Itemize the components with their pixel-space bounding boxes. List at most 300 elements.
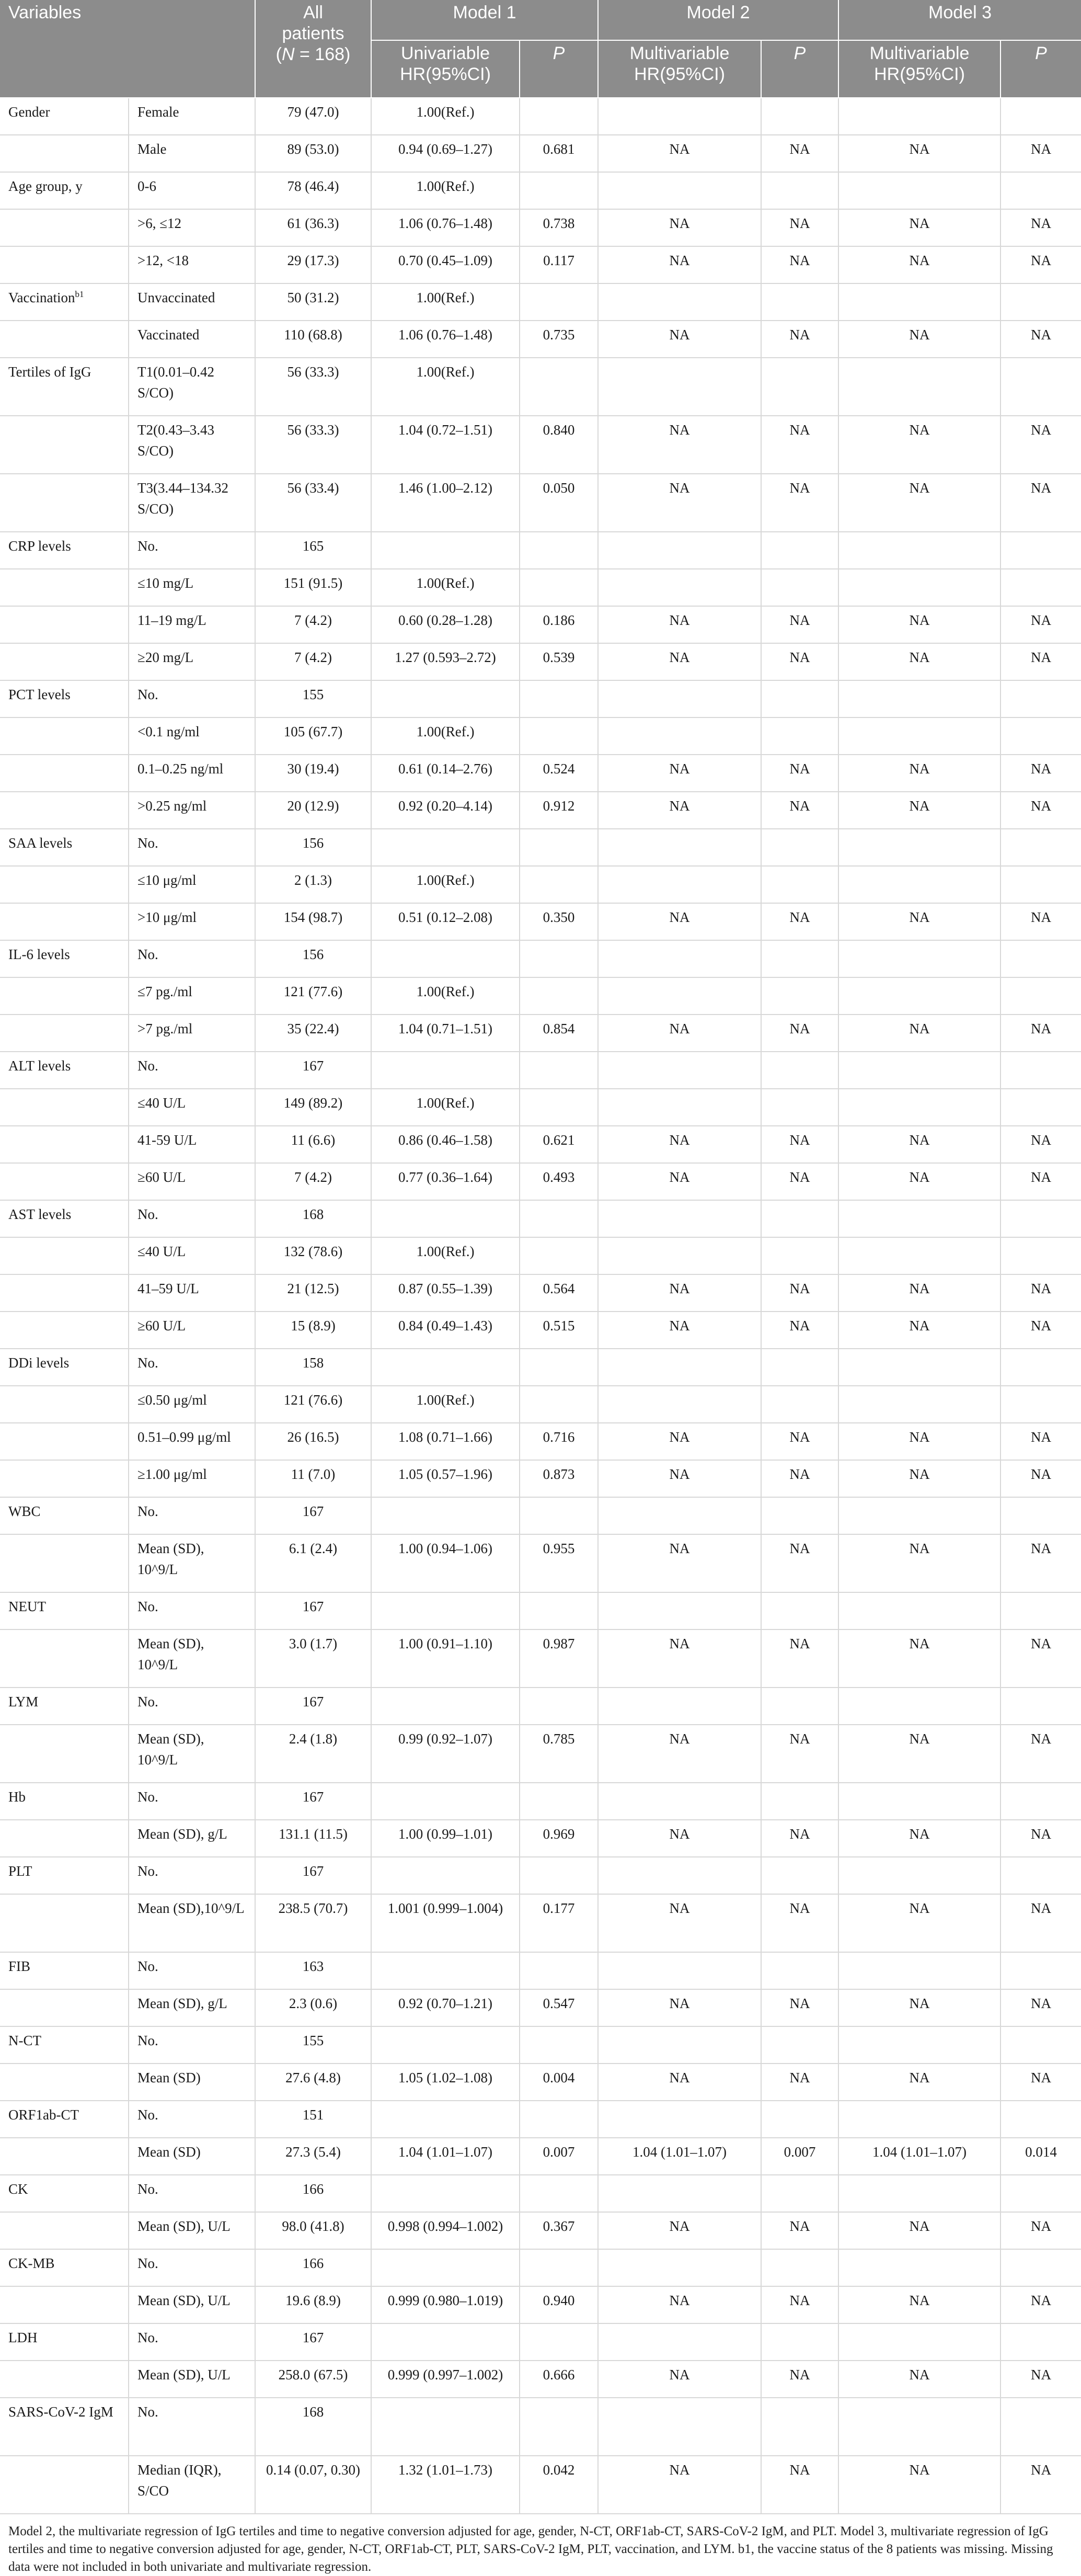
cell-category [129,321,255,358]
cell-model1-hr-text: 0.61 (0.14–2.76) [398,761,492,777]
cell-model2-hr [598,1820,761,1857]
cell-model1-hr [371,1349,520,1386]
cell-all-patients [255,2064,371,2101]
cell-model2-hr-text: NA [669,422,690,438]
header-m3-p [1000,40,1081,98]
cell-all-patients-text: 27.6 (4.8) [285,2070,341,2085]
table-row [0,2064,1081,2101]
table-footnote: Model 2, the multivariate regression of IgG tertiles and time to negative conversion adjusted for age, gender, N-CT, ORF1ab-CT, SARS-CoV-2 IgM, and PLT. Model 3, multivariate regression of IgG tertiles and time to negative conversion adjusted for age, gender, N-CT, ORF1ab-CT, PLT, SARS-CoV-2 IgM, PLT, vaccination, and LYM. b1, the vaccine status of the 8 patients was missing. Missing data were not included in both univariate and multivariate regression. [8,2524,1053,2574]
cell-model3-hr [838,1200,1000,1237]
cell-model3-hr [838,1952,1000,1989]
cell-model1-p-text: 0.955 [543,1541,575,1556]
cell-model2-p [761,1349,838,1386]
cell-model2-hr [598,903,761,940]
header-m2-p-text: P [794,43,806,63]
cell-variable [0,1688,129,1725]
cell-model3-p-text: NA [1031,1132,1052,1148]
cell-model3-hr [838,1989,1000,2026]
cell-model3-hr-text: NA [909,141,930,157]
cell-category [129,829,255,866]
cell-model1-p [520,1592,598,1629]
table-row [0,172,1081,209]
table-row [0,209,1081,246]
cell-model2-hr [598,2026,761,2064]
cell-model1-p [520,2138,598,2175]
cell-model1-p [520,1952,598,1989]
cell-model2-hr [598,1894,761,1952]
cell-variable [0,2138,129,2175]
cell-model3-p-text: 0.014 [1025,2144,1057,2160]
table-row [0,1089,1081,1126]
cell-all-patients [255,246,371,283]
cell-model2-p-text: NA [789,761,810,777]
cell-variable [0,1312,129,1349]
cell-all-patients-text: 131.1 (11.5) [279,1826,348,1842]
cell-model1-p-text: 0.912 [543,798,575,814]
cell-model1-hr [371,2026,520,2064]
cell-variable-text: SAA levels [8,835,73,851]
cell-all-patients [255,643,371,680]
cell-model1-p [520,1163,598,1200]
cell-model1-hr-text: 1.04 (0.72–1.51) [398,422,492,438]
cell-all-patients-text: 3.0 (1.7) [289,1636,338,1651]
cell-category [129,643,255,680]
cell-model2-p [761,1952,838,1989]
cell-model3-p [1000,1015,1081,1052]
cell-model1-hr-text: 1.06 (0.76–1.48) [398,215,492,231]
cell-model3-hr-text: NA [909,422,930,438]
header-m1-hr: Univariable HR(95%CI) [371,40,520,98]
cell-model3-p-text: NA [1031,1169,1052,1185]
cell-model1-p-text: 0.042 [543,2462,575,2478]
cell-all-patients [255,1688,371,1725]
header-all-n-close: = 168) [294,44,351,64]
cell-category-text: No. [137,1694,158,1709]
cell-model3-p-text: NA [1031,480,1052,496]
cell-model3-p-text: NA [1031,1281,1052,1296]
header-all-line2: patients [282,24,344,43]
cell-variable [0,321,129,358]
table-row [0,1312,1081,1349]
cell-model2-p [761,792,838,829]
cell-model2-p [761,1989,838,2026]
cell-category-text: No. [137,1863,158,1879]
header-all-line1: All [303,3,323,22]
cell-category [129,2323,255,2361]
cell-all-patients [255,2175,371,2212]
cell-variable [0,2212,129,2249]
cell-all-patients-text: 168 [302,2404,324,2420]
cell-model3-hr [838,2212,1000,2249]
cell-all-patients-text: 121 (77.6) [283,984,343,999]
cell-model1-hr-text: 0.84 (0.49–1.43) [398,1318,492,1333]
table-row [0,1052,1081,1089]
cell-model1-hr [371,1725,520,1783]
cell-model2-p-text: NA [789,1281,810,1296]
cell-variable [0,2249,129,2286]
cell-model1-hr-text: 1.00 (0.99–1.01) [398,1826,492,1842]
cell-variable [0,1349,129,1386]
cell-model3-p [1000,1952,1081,1989]
header-all-patients [255,0,371,98]
cell-model2-hr [598,135,761,172]
cell-model2-p [761,358,838,416]
cell-category [129,569,255,606]
cell-model3-hr [838,940,1000,977]
cell-model1-p-text: 0.940 [543,2293,575,2308]
table-row [0,1015,1081,1052]
cell-model1-hr [371,2175,520,2212]
table-row [0,135,1081,172]
cell-category [129,1423,255,1460]
cell-all-patients-text: 56 (33.3) [287,364,339,380]
cell-model2-hr-text: NA [669,1900,690,1916]
cell-model2-p [761,1312,838,1349]
cell-model2-hr-text: NA [669,1169,690,1185]
cell-model3-hr [838,680,1000,717]
cell-model1-hr [371,1460,520,1497]
cell-model1-p [520,643,598,680]
cell-model1-hr [371,283,520,321]
cell-model1-hr [371,866,520,903]
cell-variable [0,1423,129,1460]
cell-model2-p-text: NA [789,1826,810,1842]
cell-model3-hr [838,1015,1000,1052]
cell-all-patients [255,977,371,1015]
cell-category [129,866,255,903]
cell-model1-p [520,1126,598,1163]
cell-model2-hr [598,680,761,717]
cell-model3-hr [838,358,1000,416]
cell-model3-p [1000,1629,1081,1688]
cell-model2-hr-text: NA [669,2218,690,2234]
cell-category [129,416,255,474]
cell-category-text: ≥20 mg/L [137,649,194,665]
cell-category-text: ≤0.50 μg/ml [137,1392,207,1408]
cell-category-text: ≤40 U/L [137,1244,186,1259]
cell-model1-hr [371,643,520,680]
cell-model3-p [1000,2249,1081,2286]
cell-model1-p [520,1015,598,1052]
cell-model1-p [520,569,598,606]
cell-all-patients-text: 15 (8.9) [291,1318,336,1333]
table-row [0,358,1081,416]
cell-model1-p-text: 0.007 [543,2144,575,2160]
cell-variable [0,532,129,569]
cell-variable [0,1497,129,1534]
cell-model3-p [1000,643,1081,680]
cell-model1-p [520,1629,598,1688]
cell-model3-hr [838,1423,1000,1460]
cell-category-text: Mean (SD) [137,2070,201,2085]
cell-all-patients [255,2249,371,2286]
cell-model2-hr [598,940,761,977]
cell-model2-hr [598,1688,761,1725]
cell-all-patients [255,358,371,416]
cell-all-patients-text: 168 [302,1206,324,1222]
table-row [0,977,1081,1015]
cell-model2-p [761,717,838,755]
cell-model1-p [520,792,598,829]
table-row [0,1163,1081,1200]
cell-category-text: Female [137,104,179,120]
cell-model2-hr [598,717,761,755]
table-header [0,0,1081,98]
cell-model3-p [1000,1274,1081,1312]
cell-model3-p-text: NA [1031,2367,1052,2383]
cell-model1-hr-text: 0.70 (0.45–1.09) [398,253,492,268]
cell-model2-p-text: NA [789,327,810,343]
cell-all-patients [255,2101,371,2138]
cell-model3-p [1000,1089,1081,1126]
cell-model1-hr-text: 1.05 (1.02–1.08) [398,2070,492,2085]
cell-category [129,903,255,940]
cell-model3-hr [838,606,1000,643]
cell-model1-p-text: 0.681 [543,141,575,157]
cell-model3-hr [838,717,1000,755]
cell-model3-p [1000,1857,1081,1894]
cell-all-patients-text: 56 (33.3) [287,422,339,438]
cell-model3-p [1000,977,1081,1015]
cell-model1-hr [371,321,520,358]
cell-model2-hr [598,1163,761,1200]
cell-model1-p [520,1820,598,1857]
cell-category [129,717,255,755]
cell-category-text: T3(3.44–134.32 S/CO) [137,480,228,517]
cell-model2-p [761,2064,838,2101]
cell-model1-p [520,1725,598,1783]
cell-all-patients-text: 167 [302,2330,324,2345]
cell-model2-p [761,1163,838,1200]
cell-model1-hr-text: 0.999 (0.980–1.019) [387,2293,503,2308]
cell-variable-text: CRP levels [8,538,71,554]
cell-category [129,135,255,172]
cell-category [129,1688,255,1725]
cell-model2-p [761,1237,838,1274]
cell-all-patients-text: 7 (4.2) [294,612,332,628]
cell-model1-p [520,2212,598,2249]
cell-model2-hr [598,2361,761,2398]
cell-model3-p [1000,2138,1081,2175]
cell-variable [0,2323,129,2361]
cell-model3-p [1000,1237,1081,1274]
cell-model3-hr [838,2361,1000,2398]
cell-model2-hr [598,1349,761,1386]
cell-model1-p [520,358,598,416]
cell-model2-p-text: NA [789,1731,810,1747]
cell-model3-hr [838,1688,1000,1725]
cell-category-text: Unvaccinated [137,290,215,305]
cell-model2-p [761,1274,838,1312]
table-row [0,2212,1081,2249]
cell-model1-hr [371,1857,520,1894]
cell-all-patients [255,1460,371,1497]
cell-model2-hr [598,866,761,903]
cell-category-text: No. [137,2033,158,2048]
cell-model3-hr-text: NA [909,215,930,231]
cell-category [129,2456,255,2514]
cell-model1-hr [371,135,520,172]
cell-model2-p-text: NA [789,2070,810,2085]
cell-category [129,2361,255,2398]
cell-variable [0,829,129,866]
cell-model2-hr-text: NA [669,141,690,157]
cell-model3-p [1000,903,1081,940]
cell-category-text: >12, <18 [137,253,189,268]
cell-model1-p [520,1783,598,1820]
cell-all-patients-text: 167 [302,1503,324,1519]
cell-category-text: 41–59 U/L [137,1281,199,1296]
cell-model1-hr [371,2398,520,2456]
table-row [0,1894,1081,1952]
cell-variable-text: LDH [8,2330,38,2345]
cell-category [129,246,255,283]
cell-model2-hr [598,1534,761,1592]
cell-model3-p [1000,135,1081,172]
cell-all-patients-text: 155 [302,687,324,702]
cell-model1-hr-text: 0.86 (0.46–1.58) [398,1132,492,1148]
table-row [0,1497,1081,1534]
cell-model2-hr [598,1497,761,1534]
cell-model3-p-text: NA [1031,1826,1052,1842]
cell-model3-hr-text: NA [909,1281,930,1296]
cell-model3-hr [838,1725,1000,1783]
cell-model2-p-text: NA [789,1996,810,2011]
cell-all-patients-text: 26 (16.5) [287,1429,339,1445]
cell-all-patients-text: 61 (36.3) [287,215,339,231]
cell-all-patients-text: 165 [302,538,324,554]
cell-model1-hr [371,98,520,135]
cell-model2-hr-text: NA [669,327,690,343]
cell-model1-hr [371,1423,520,1460]
cell-model2-hr-text: NA [669,2293,690,2308]
cell-category [129,1126,255,1163]
cell-category-text: No. [137,2107,158,2123]
cell-category-text: >10 μg/ml [137,909,197,925]
cell-model2-p [761,1820,838,1857]
cell-model2-p-text: NA [789,1132,810,1148]
cell-category [129,1349,255,1386]
table-row [0,1126,1081,1163]
cell-model1-hr [371,1126,520,1163]
cell-all-patients-text: 167 [302,1058,324,1074]
cell-model3-p [1000,358,1081,416]
cell-model1-hr [371,829,520,866]
cell-model1-p [520,416,598,474]
cell-all-patients [255,1725,371,1783]
cell-model1-p [520,1894,598,1952]
cell-variable [0,1783,129,1820]
cell-model2-hr-text: NA [669,1429,690,1445]
cell-model3-hr [838,172,1000,209]
cell-all-patients-text: 0.14 (0.07, 0.30) [266,2462,360,2478]
cell-category-text: No. [137,1958,158,1974]
cell-model3-p [1000,606,1081,643]
cell-all-patients [255,755,371,792]
cell-all-patients [255,2026,371,2064]
cell-all-patients-text: 89 (53.0) [287,141,339,157]
cell-category [129,1015,255,1052]
cell-model2-hr [598,2175,761,2212]
cell-model3-p [1000,2101,1081,2138]
cell-model1-hr [371,1783,520,1820]
cell-all-patients-text: 98.0 (41.8) [282,2218,344,2234]
cell-model3-p-text: NA [1031,141,1052,157]
cell-model3-p [1000,1349,1081,1386]
cell-all-patients-text: 2 (1.3) [294,872,332,888]
cell-model1-p [520,2398,598,2456]
cell-all-patients [255,2398,371,2456]
cell-model1-hr [371,1163,520,1200]
cell-model2-p [761,2249,838,2286]
cell-category [129,2175,255,2212]
cell-model3-p-text: NA [1031,1731,1052,1747]
cell-model2-hr-text: NA [669,480,690,496]
cell-category-text: 11–19 mg/L [137,612,206,628]
cell-model3-p [1000,416,1081,474]
cell-model3-p [1000,98,1081,135]
cell-model2-hr-text: NA [669,1996,690,2011]
cell-model3-p [1000,2212,1081,2249]
header-m2-hr: Multivariable HR(95%CI) [598,40,761,98]
footnote-marker: b1 [75,289,84,299]
cell-model2-p-text: NA [789,1318,810,1333]
cell-model2-hr [598,643,761,680]
cell-category [129,1894,255,1952]
cell-category [129,172,255,209]
cell-model1-hr [371,1200,520,1237]
cell-category [129,358,255,416]
cell-model3-p [1000,1497,1081,1534]
cell-model2-p [761,903,838,940]
cell-model1-hr-text: 1.00(Ref.) [416,364,475,380]
cell-category-text: >6, ≤12 [137,215,182,231]
cell-all-patients-text: 151 (91.5) [283,575,343,591]
cell-model1-p [520,940,598,977]
cell-category [129,2026,255,2064]
cell-model2-hr [598,474,761,532]
cell-model2-p [761,135,838,172]
table-row [0,1725,1081,1783]
cell-all-patients-text: 151 [302,2107,324,2123]
cell-model1-hr-text: 0.77 (0.36–1.64) [398,1169,492,1185]
cell-all-patients-text: 11 (6.6) [291,1132,336,1148]
cell-category-text: No. [137,1206,158,1222]
cell-category-text: No. [137,947,158,962]
cell-model1-hr [371,1312,520,1349]
cell-model1-p-text: 0.564 [543,1281,575,1296]
cell-model2-p-text: NA [789,2218,810,2234]
cell-model1-hr [371,903,520,940]
cell-model2-hr [598,792,761,829]
cell-model2-p [761,977,838,1015]
table-row [0,416,1081,474]
cell-all-patients [255,792,371,829]
cell-model3-p [1000,1460,1081,1497]
cell-model2-p [761,532,838,569]
cell-category-text: No. [137,2181,158,2197]
cell-model2-hr [598,977,761,1015]
cell-model2-p [761,1460,838,1497]
table-row [0,1820,1081,1857]
cell-category [129,1200,255,1237]
cell-model2-hr-text: NA [669,253,690,268]
cell-model1-p-text: 0.969 [543,1826,575,1842]
cell-all-patients-text: 258.0 (67.5) [278,2367,348,2383]
cell-model3-hr-text: 1.04 (1.01–1.07) [872,2144,967,2160]
cell-category-text: >7 pg./ml [137,1021,193,1036]
cell-model2-hr-text: NA [669,1021,690,1036]
